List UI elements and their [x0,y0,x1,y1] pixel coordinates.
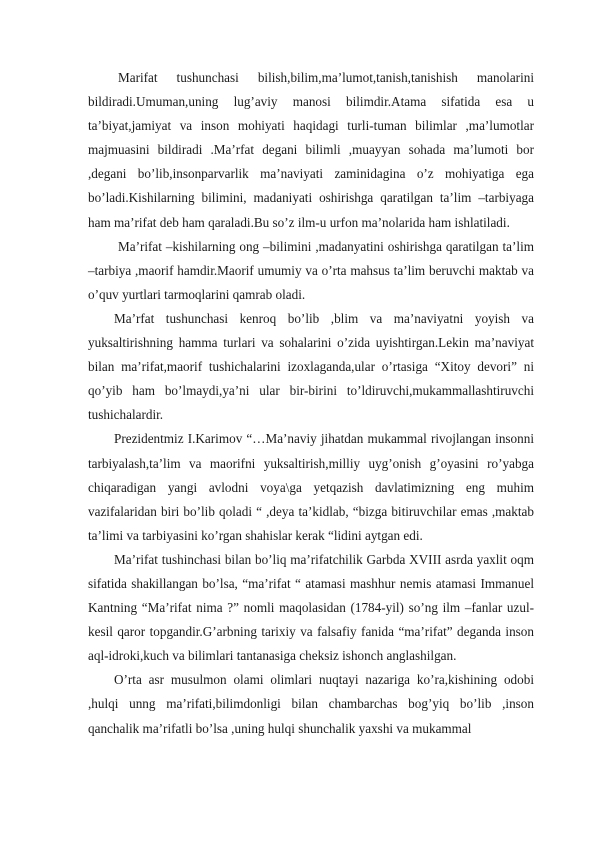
paragraph-3: Ma’rfat tushunchasi kenroq bo’lib ,blim va ma’naviyatni yoyish va yuksaltirishning hamma turlari va sohalarini o’zida uyishtirgan.Lekin ma’naviyat bilan ma’rifat,maorif tushichalarini izoxlaganda,ular o’rtasiga “Xitoy devori” ni qo’yib ham bo’lmaydi,ya’ni ular bir-birini to’ldiruvchi,mukammallashtiruvchi tushichalardir. [88,310,534,423]
paragraph-4: Prezidentmiz I.Karimov “…Ma’naviy jihatdan mukammal rivojlangan insonni tarbiyalash,ta’lim va maorifni yuksaltirish,milliy uyg’onish g’oyasini ro’yabga chiqaradigan yangi avlodni voya\ga yetqazish davlatimizning eng muhim vazifalaridan biri bo’lib qoladi “ ,deya ta’kidlab, “bizga bitiruvchilar emas ,maktab ta’limi va tarbiyasini ko’rgan shahislar kerak “lidini aytgan edi. [88,431,534,543]
paragraph-6: O’rta asr musulmon olami olimlari nuqtayi nazariga ko’ra,kishining odobi ,hulqi unng ma’rifati,bilimdonligi bilan chambarchas bog’yiq bo’lib ,inson qanchalik ma’rifatli bo’lsa ,uning hulqi shunchalik yaxshi va mukammal [88,672,534,736]
paragraph-2: Ma’rifat –kishilarning ong –bilimini ,madanyatini oshirishga qaratilgan ta’lim –tarbiya ,maorif hamdir.Maorif umumiy va o’rta mahsus ta’lim beruvchi maktab va o’quv yurtlari tarmoqlarini qamrab oladi. [88,238,534,302]
paragraph-1: Marifat tushunchasi bilish,bilim,ma’lumot,tanish,tanishish manolarini bildiradi.Umuman,uning lug’aviy manosi bilimdir.Atama sifatida esa u ta’biyat,jamiyat va inson mohiyati haqidagi turli-tuman bilimlar ,ma’lumotlar majmuasini bildiradi .Ma’rfat degani bilimli ,muayyan sohada ma’lumoti bor ,degani bo’lib,insonparvarlik ma’naviyati zaminidagina o’z mohiyatiga ega bo’ladi.Kishilarning bilimini, madaniyati oshirishga qaratilgan ta’lim –tarbiyaga ham ma’rifat deb ham qaraladi.Bu so’z ilm-u urfon ma’nolarida ham ishlatiladi. [88,70,534,230]
paragraph-5: Ma’rifat tushinchasi bilan bo’liq ma’rifatchilik Garbda XVIII asrda yaxlit oqm sifatida shakillangan bo’lsa, “ma’rifat “ atamasi mashhur nemis atamasi Immanuel Kantning “Ma’rifat nima ?” nomli maqolasidan (1784-yil) so’ng ilm –fanlar uzul-kesil qaror topgandir.G’arbning tarixiy va falsafiy fanida “ma’rifat” deganda inson aql-idroki,kuch va bilimlari tantanasiga cheksiz ishonch anglashilgan. [88,551,534,664]
